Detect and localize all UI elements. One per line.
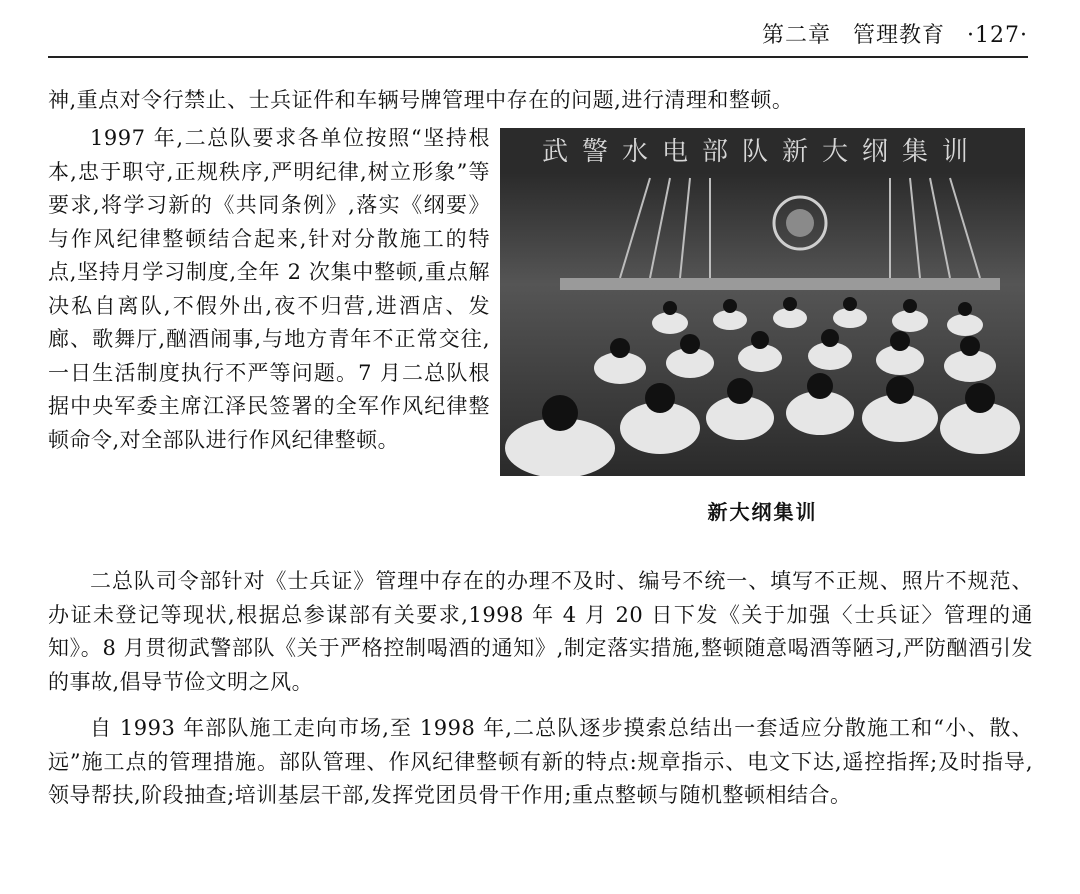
- photo-illustration: [500, 128, 1025, 476]
- chapter-title: 管理教育: [853, 23, 946, 48]
- photo-caption: 新大纲集训: [707, 500, 818, 524]
- training-photo: [500, 128, 1025, 476]
- chapter-label: 第二章: [761, 23, 831, 48]
- paragraph-soldier-id: 二总队司令部针对《士兵证》管理中存在的办理不及时、编号不统一、填写不正规、照片不规范、办证未登记等现状,根据总参谋部有关要求,1998 年 4 月 20 日下发《关于加强〈士兵证〉管理的通知》。8 月贯彻武警部队《关于严格控制喝酒的通知》,制定落实措施,整顿随意喝酒等陋习,严防酗酒引发的事故,倡导节俭文明之风。: [48, 569, 1033, 694]
- paragraph-continued: 神,重点对令行禁止、士兵证件和车辆号牌管理中存在的问题,进行清理和整顿。: [48, 88, 794, 112]
- paragraph-management: 自 1993 年部队施工走向市场,至 1998 年,二总队逐步摸索总结出一套适应分散施工和“小、散、远”施工点的管理措施。部队管理、作风纪律整顿有新的特点:规章指示、电文下达,遥控指挥;及时指导,领导帮扶,阶段抽查;培训基层干部,发挥党团员骨干作用;重点整顿与随机整顿相结合。: [48, 716, 1033, 807]
- paragraph-1997: 1997 年,二总队要求各单位按照“坚持根本,忠于职守,正规秩序,严明纪律,树立形象”等要求,将学习新的《共同条例》,落实《纲要》与作风纪律整顿结合起来,针对分散施工的特点,坚持月学习制度,全年 2 次集中整顿,重点解决私自离队,不假外出,夜不归营,进酒店、发廊、歌舞厅,酗酒闹事,与地方青年不正常交往,一日生活制度执行不严等问题。7 月二总队根据中央军委主席江泽民签署的全军作风纪律整顿命令,对全部队进行作风纪律整顿。: [48, 126, 490, 452]
- banner-text: 武警水电部队新大纲集训: [541, 137, 983, 167]
- running-header: [48, 16, 1028, 58]
- page-number: ·127·: [967, 23, 1028, 48]
